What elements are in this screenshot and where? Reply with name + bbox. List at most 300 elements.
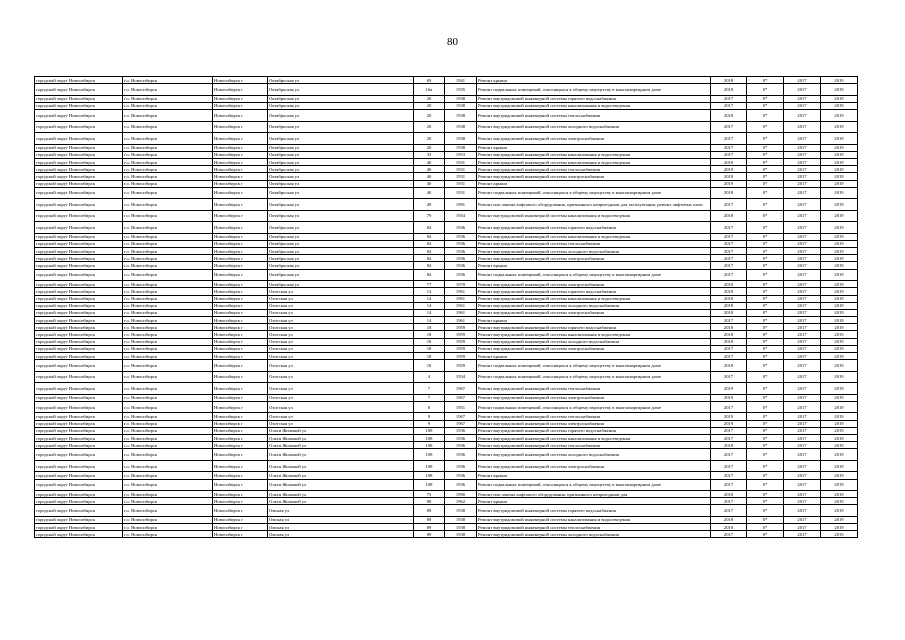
municipality-cell: городской округ Новосибирск xyxy=(35,394,123,401)
build-year-cell: 1991 xyxy=(445,199,477,211)
city-cell: Новосибирск г xyxy=(213,166,268,173)
cost-cell: 0* xyxy=(747,401,784,413)
street-cell: Охотская ул xyxy=(268,401,414,413)
city-cell: Новосибирск г xyxy=(213,360,268,372)
street-cell: Охотская ул xyxy=(268,353,414,360)
settlement-cell: г.о. Новосибирск xyxy=(123,133,213,145)
settlement-cell: г.о. Новосибирск xyxy=(123,353,213,360)
municipality-cell: городской округ Новосибирск xyxy=(35,434,123,441)
municipality-cell: городской округ Новосибирск xyxy=(35,516,123,523)
cost-cell: 0* xyxy=(747,531,784,538)
house-number-cell: 84 xyxy=(414,233,445,240)
period-end-cell: 2019 xyxy=(821,158,858,165)
house-number-cell: 4 xyxy=(414,371,445,383)
street-cell: Октябрьская ул xyxy=(268,121,414,133)
plan-year-cell: 2019 xyxy=(711,383,747,395)
work-type-cell: Ремонт крыши xyxy=(477,262,711,269)
city-cell: Новосибирск г xyxy=(213,210,268,222)
street-cell: Октябрьская ул xyxy=(268,222,414,234)
period-start-cell: 2017 xyxy=(784,331,821,338)
build-year-cell: 1931 xyxy=(445,158,477,165)
city-cell: Новосибирск г xyxy=(213,199,268,211)
table-row xyxy=(35,102,858,109)
plan-year-cell: 2017 xyxy=(711,460,747,472)
plan-year-cell: 2018 xyxy=(711,281,747,288)
table-row xyxy=(35,353,858,360)
period-start-cell: 2017 xyxy=(784,383,821,395)
plan-year-cell: 2017 xyxy=(711,262,747,269)
table-row xyxy=(35,401,858,413)
period-end-cell: 2019 xyxy=(821,102,858,109)
plan-year-cell: 2017 xyxy=(711,498,747,505)
settlement-cell: г.о. Новосибирск xyxy=(123,166,213,173)
cost-cell: 0* xyxy=(747,338,784,345)
street-cell: Октябрьская ул xyxy=(268,180,414,187)
work-type-cell: Ремонт подвальных помещений, относящихся к общему имуществу в многоквартирном доме xyxy=(477,371,711,383)
municipality-cell: городской округ Новосибирск xyxy=(35,449,123,461)
plan-year-cell: 2018 xyxy=(711,338,747,345)
cost-cell: 0* xyxy=(747,479,784,491)
house-number-cell: 89 xyxy=(414,516,445,523)
settlement-cell: г.о. Новосибирск xyxy=(123,434,213,441)
city-cell: Новосибирск г xyxy=(213,102,268,109)
table-row xyxy=(35,77,858,84)
street-cell: Октябрьская ул xyxy=(268,187,414,199)
house-number-cell: 9 xyxy=(414,420,445,427)
table-row xyxy=(35,498,858,505)
settlement-cell: г.о. Новосибирск xyxy=(123,84,213,96)
work-type-cell: Ремонт внутридомовой инженерной системы канализования и водоотведения xyxy=(477,331,711,338)
table-row xyxy=(35,516,858,523)
work-type-cell: Ремонт внутридомовой инженерной системы горячего водоснабжения xyxy=(477,427,711,434)
table-row xyxy=(35,524,858,531)
build-year-cell: 1938 xyxy=(445,505,477,517)
plan-year-cell: 2017 xyxy=(711,255,747,262)
table-row xyxy=(35,110,858,122)
table-row xyxy=(35,84,858,96)
settlement-cell: г.о. Новосибирск xyxy=(123,531,213,538)
table-row xyxy=(35,479,858,491)
work-type-cell: Ремонт внутридомовой инженерной системы теплоснабжения xyxy=(477,524,711,531)
settlement-cell: г.о. Новосибирск xyxy=(123,427,213,434)
period-end-cell: 2019 xyxy=(821,288,858,295)
capital-repair-table xyxy=(34,76,858,538)
street-cell: Ольги Жилиной ул xyxy=(268,434,414,441)
table-row xyxy=(35,331,858,338)
house-number-cell: 108 xyxy=(414,427,445,434)
house-number-cell: 73 xyxy=(414,491,445,498)
build-year-cell: 1936 xyxy=(445,460,477,472)
settlement-cell: г.о. Новосибирск xyxy=(123,269,213,281)
settlement-cell: г.о. Новосибирск xyxy=(123,360,213,372)
city-cell: Новосибирск г xyxy=(213,531,268,538)
plan-year-cell: 2017 xyxy=(711,353,747,360)
build-year-cell: 1934 xyxy=(445,210,477,222)
settlement-cell: г.о. Новосибирск xyxy=(123,255,213,262)
cost-cell: 0* xyxy=(747,295,784,302)
build-year-cell: 1938 xyxy=(445,102,477,109)
period-end-cell: 2019 xyxy=(821,151,858,158)
plan-year-cell: 2017 xyxy=(711,505,747,517)
plan-year-cell: 2017 xyxy=(711,472,747,479)
municipality-cell: городской округ Новосибирск xyxy=(35,472,123,479)
settlement-cell: г.о. Новосибирск xyxy=(123,491,213,498)
city-cell: Новосибирск г xyxy=(213,222,268,234)
period-end-cell: 2019 xyxy=(821,95,858,102)
municipality-cell: городской округ Новосибирск xyxy=(35,531,123,538)
municipality-cell: городской округ Новосибирск xyxy=(35,302,123,309)
work-type-cell: Ремонт крыши xyxy=(477,498,711,505)
city-cell: Новосибирск г xyxy=(213,331,268,338)
build-year-cell: 1931 xyxy=(445,180,477,187)
cost-cell: 0* xyxy=(747,472,784,479)
municipality-cell: городской округ Новосибирск xyxy=(35,173,123,180)
municipality-cell: городской округ Новосибирск xyxy=(35,187,123,199)
settlement-cell: г.о. Новосибирск xyxy=(123,338,213,345)
plan-year-cell: 2018 xyxy=(711,288,747,295)
street-cell: Охотская ул xyxy=(268,317,414,324)
work-type-cell: Ремонт подвальных помещений, относящихся к общему имуществу в многоквартирном доме xyxy=(477,187,711,199)
street-cell: Ольги Жилиной ул xyxy=(268,442,414,449)
work-type-cell: Ремонт внутридомовой инженерной системы канализования и водоотведения xyxy=(477,295,711,302)
house-number-cell: 20 xyxy=(414,133,445,145)
period-start-cell: 2017 xyxy=(784,210,821,222)
work-type-cell: Ремонт внутридомовой инженерной системы канализования и водоотведения xyxy=(477,516,711,523)
period-end-cell: 2019 xyxy=(821,331,858,338)
city-cell: Новосибирск г xyxy=(213,77,268,84)
period-start-cell: 2017 xyxy=(784,420,821,427)
period-start-cell: 2017 xyxy=(784,151,821,158)
city-cell: Новосибирск г xyxy=(213,255,268,262)
street-cell: Охотская ул xyxy=(268,338,414,345)
table-row xyxy=(35,262,858,269)
city-cell: Новосибирск г xyxy=(213,460,268,472)
work-type-cell: Ремонт подвальных помещений, относящихся к общему имуществу в многоквартирном доме xyxy=(477,269,711,281)
city-cell: Новосибирск г xyxy=(213,413,268,420)
municipality-cell: городской округ Новосибирск xyxy=(35,324,123,331)
house-number-cell: 40 xyxy=(414,158,445,165)
city-cell: Новосибирск г xyxy=(213,498,268,505)
plan-year-cell: 2017 xyxy=(711,151,747,158)
work-type-cell: Ремонт внутридомовой инженерной системы холодного водоснабжения xyxy=(477,302,711,309)
build-year-cell: 1931 xyxy=(445,166,477,173)
period-end-cell: 2019 xyxy=(821,353,858,360)
cost-cell: 0* xyxy=(747,77,784,84)
plan-year-cell: 2017 xyxy=(711,121,747,133)
cost-cell: 0* xyxy=(747,353,784,360)
period-start-cell: 2017 xyxy=(784,449,821,461)
city-cell: Новосибирск г xyxy=(213,524,268,531)
period-start-cell: 2017 xyxy=(784,516,821,523)
municipality-cell: городской округ Новосибирск xyxy=(35,151,123,158)
period-end-cell: 2019 xyxy=(821,233,858,240)
municipality-cell: городской округ Новосибирск xyxy=(35,371,123,383)
period-end-cell: 2019 xyxy=(821,110,858,122)
city-cell: Новосибирск г xyxy=(213,345,268,352)
cost-cell: 0* xyxy=(747,95,784,102)
street-cell: Октябрьская ул xyxy=(268,110,414,122)
period-end-cell: 2019 xyxy=(821,371,858,383)
city-cell: Новосибирск г xyxy=(213,371,268,383)
municipality-cell: городской округ Новосибирск xyxy=(35,331,123,338)
street-cell: Ольги Жилиной ул xyxy=(268,479,414,491)
period-end-cell: 2019 xyxy=(821,180,858,187)
city-cell: Новосибирск г xyxy=(213,95,268,102)
settlement-cell: г.о. Новосибирск xyxy=(123,324,213,331)
work-type-cell: Ремонт крыши xyxy=(477,144,711,151)
build-year-cell: 1941 xyxy=(445,77,477,84)
street-cell: Октябрьская ул xyxy=(268,248,414,255)
table-row xyxy=(35,222,858,234)
street-cell: Октябрьская ул xyxy=(268,255,414,262)
city-cell: Новосибирск г xyxy=(213,187,268,199)
municipality-cell: городской округ Новосибирск xyxy=(35,309,123,316)
work-type-cell: Ремонт крыши xyxy=(477,317,711,324)
house-number-cell: 14 xyxy=(414,302,445,309)
period-start-cell: 2017 xyxy=(784,345,821,352)
build-year-cell: 1938 xyxy=(445,524,477,531)
table-row xyxy=(35,210,858,222)
period-end-cell: 2019 xyxy=(821,345,858,352)
municipality-cell: городской округ Новосибирск xyxy=(35,505,123,517)
plan-year-cell: 2019 xyxy=(711,420,747,427)
street-cell: Охотская ул xyxy=(268,331,414,338)
table-row xyxy=(35,180,858,187)
city-cell: Новосибирск г xyxy=(213,173,268,180)
work-type-cell: Ремонт крыши xyxy=(477,180,711,187)
period-end-cell: 2019 xyxy=(821,309,858,316)
settlement-cell: г.о. Новосибирск xyxy=(123,180,213,187)
work-type-cell: Ремонт внутридомовой инженерной системы электроснабжения xyxy=(477,173,711,180)
table-row xyxy=(35,345,858,352)
work-type-cell: Ремонт внутридомовой инженерной системы теплоснабжения xyxy=(477,383,711,395)
table-row xyxy=(35,383,858,395)
table-row xyxy=(35,491,858,498)
cost-cell: 0* xyxy=(747,491,784,498)
period-start-cell: 2017 xyxy=(784,371,821,383)
build-year-cell: 1959 xyxy=(445,331,477,338)
period-end-cell: 2019 xyxy=(821,121,858,133)
period-start-cell: 2017 xyxy=(784,281,821,288)
cost-cell: 0* xyxy=(747,345,784,352)
municipality-cell: городской округ Новосибирск xyxy=(35,338,123,345)
work-type-cell: Ремонт внутридомовой инженерной системы канализования и водоотведения xyxy=(477,158,711,165)
build-year-cell: 1936 xyxy=(445,434,477,441)
period-end-cell: 2019 xyxy=(821,524,858,531)
city-cell: Новосибирск г xyxy=(213,317,268,324)
period-start-cell: 2017 xyxy=(784,353,821,360)
build-year-cell: 1970 xyxy=(445,281,477,288)
period-start-cell: 2017 xyxy=(784,288,821,295)
plan-year-cell: 2017 xyxy=(711,427,747,434)
work-type-cell: Ремонт внутридомовой инженерной системы горячего водоснабжения xyxy=(477,95,711,102)
plan-year-cell: 2018 xyxy=(711,187,747,199)
table-row xyxy=(35,505,858,517)
city-cell: Новосибирск г xyxy=(213,180,268,187)
period-end-cell: 2019 xyxy=(821,77,858,84)
city-cell: Новосибирск г xyxy=(213,401,268,413)
city-cell: Новосибирск г xyxy=(213,84,268,96)
settlement-cell: г.о. Новосибирск xyxy=(123,505,213,517)
house-number-cell: 40 xyxy=(414,180,445,187)
cost-cell: 0* xyxy=(747,199,784,211)
city-cell: Новосибирск г xyxy=(213,302,268,309)
municipality-cell: городской округ Новосибирск xyxy=(35,233,123,240)
settlement-cell: г.о. Новосибирск xyxy=(123,281,213,288)
period-start-cell: 2017 xyxy=(784,324,821,331)
settlement-cell: г.о. Новосибирск xyxy=(123,199,213,211)
plan-year-cell: 2017 xyxy=(711,199,747,211)
city-cell: Новосибирск г xyxy=(213,420,268,427)
period-end-cell: 2019 xyxy=(821,516,858,523)
settlement-cell: г.о. Новосибирск xyxy=(123,222,213,234)
municipality-cell: городской округ Новосибирск xyxy=(35,383,123,395)
street-cell: Охотская ул xyxy=(268,302,414,309)
work-type-cell: Ремонт внутридомовой инженерной системы горячего водоснабжения xyxy=(477,288,711,295)
build-year-cell: 1938 xyxy=(445,144,477,151)
house-number-cell: 18 xyxy=(414,360,445,372)
period-start-cell: 2017 xyxy=(784,317,821,324)
build-year-cell: 1951 xyxy=(445,401,477,413)
settlement-cell: г.о. Новосибирск xyxy=(123,401,213,413)
period-end-cell: 2019 xyxy=(821,498,858,505)
period-start-cell: 2017 xyxy=(784,434,821,441)
build-year-cell: 1936 xyxy=(445,427,477,434)
settlement-cell: г.о. Новосибирск xyxy=(123,524,213,531)
cost-cell: 0* xyxy=(747,255,784,262)
period-end-cell: 2019 xyxy=(821,394,858,401)
period-end-cell: 2019 xyxy=(821,173,858,180)
settlement-cell: г.о. Новосибирск xyxy=(123,317,213,324)
cost-cell: 0* xyxy=(747,187,784,199)
period-end-cell: 2019 xyxy=(821,262,858,269)
house-number-cell: 89 xyxy=(414,531,445,538)
house-number-cell: 20 xyxy=(414,110,445,122)
street-cell: Омская ул xyxy=(268,524,414,531)
street-cell: Октябрьская ул xyxy=(268,240,414,247)
build-year-cell: 1936 xyxy=(445,255,477,262)
table-row xyxy=(35,158,858,165)
period-end-cell: 2019 xyxy=(821,302,858,309)
build-year-cell: 1936 xyxy=(445,233,477,240)
cost-cell: 0* xyxy=(747,524,784,531)
city-cell: Новосибирск г xyxy=(213,281,268,288)
period-start-cell: 2017 xyxy=(784,394,821,401)
city-cell: Новосибирск г xyxy=(213,516,268,523)
table-body xyxy=(35,77,858,538)
cost-cell: 0* xyxy=(747,505,784,517)
period-start-cell: 2017 xyxy=(784,77,821,84)
work-type-cell: Ремонт крыши xyxy=(477,353,711,360)
settlement-cell: г.о. Новосибирск xyxy=(123,460,213,472)
period-start-cell: 2017 xyxy=(784,295,821,302)
house-number-cell: 33 xyxy=(414,151,445,158)
period-start-cell: 2017 xyxy=(784,166,821,173)
city-cell: Новосибирск г xyxy=(213,248,268,255)
table-row xyxy=(35,248,858,255)
municipality-cell: городской округ Новосибирск xyxy=(35,102,123,109)
period-start-cell: 2017 xyxy=(784,255,821,262)
period-end-cell: 2019 xyxy=(821,281,858,288)
house-number-cell: 14 xyxy=(414,317,445,324)
house-number-cell: 88 xyxy=(414,498,445,505)
work-type-cell: Ремонт или замена лифтового оборудования, признанного непригодным для xyxy=(477,491,711,498)
period-end-cell: 2019 xyxy=(821,442,858,449)
period-end-cell: 2019 xyxy=(821,531,858,538)
build-year-cell: 1967 xyxy=(445,394,477,401)
build-year-cell: 1935 xyxy=(445,84,477,96)
cost-cell: 0* xyxy=(747,288,784,295)
work-type-cell: Ремонт подвальных помещений, относящихся к общему имуществу в многоквартирном доме xyxy=(477,479,711,491)
table-row xyxy=(35,302,858,309)
cost-cell: 0* xyxy=(747,240,784,247)
build-year-cell: 1961 xyxy=(445,309,477,316)
street-cell: Охотская ул xyxy=(268,413,414,420)
period-end-cell: 2019 xyxy=(821,324,858,331)
build-year-cell: 1959 xyxy=(445,338,477,345)
period-start-cell: 2017 xyxy=(784,309,821,316)
build-year-cell: 1936 xyxy=(445,449,477,461)
period-start-cell: 2017 xyxy=(784,360,821,372)
city-cell: Новосибирск г xyxy=(213,151,268,158)
municipality-cell: городской округ Новосибирск xyxy=(35,255,123,262)
build-year-cell: 1959 xyxy=(445,353,477,360)
plan-year-cell: 2017 xyxy=(711,233,747,240)
street-cell: Охотская ул xyxy=(268,360,414,372)
work-type-cell: Ремонт внутридомовой инженерной системы канализования и водоотведения xyxy=(477,102,711,109)
period-end-cell: 2019 xyxy=(821,413,858,420)
plan-year-cell: 2018 xyxy=(711,210,747,222)
build-year-cell: 1967 xyxy=(445,420,477,427)
street-cell: Ольги Жилиной ул xyxy=(268,472,414,479)
cost-cell: 0* xyxy=(747,360,784,372)
period-end-cell: 2019 xyxy=(821,222,858,234)
settlement-cell: г.о. Новосибирск xyxy=(123,413,213,420)
municipality-cell: городской округ Новосибирск xyxy=(35,77,123,84)
period-end-cell: 2019 xyxy=(821,210,858,222)
period-start-cell: 2017 xyxy=(784,524,821,531)
street-cell: Ольги Жилиной ул xyxy=(268,491,414,498)
build-year-cell: 1961 xyxy=(445,288,477,295)
work-type-cell: Ремонт внутридомовой инженерной системы канализования и водоотведения xyxy=(477,434,711,441)
table-row xyxy=(35,288,858,295)
period-start-cell: 2017 xyxy=(784,413,821,420)
municipality-cell: городской округ Новосибирск xyxy=(35,222,123,234)
build-year-cell: 1959 xyxy=(445,360,477,372)
house-number-cell: 18 xyxy=(414,345,445,352)
street-cell: Охотская ул xyxy=(268,309,414,316)
work-type-cell: Ремонт внутридомовой инженерной системы электроснабжения xyxy=(477,255,711,262)
period-end-cell: 2019 xyxy=(821,420,858,427)
settlement-cell: г.о. Новосибирск xyxy=(123,95,213,102)
street-cell: Октябрьская ул xyxy=(268,173,414,180)
period-end-cell: 2019 xyxy=(821,248,858,255)
cost-cell: 0* xyxy=(747,166,784,173)
settlement-cell: г.о. Новосибирск xyxy=(123,144,213,151)
cost-cell: 0* xyxy=(747,427,784,434)
cost-cell: 0* xyxy=(747,180,784,187)
work-type-cell: Ремонт внутридомовой инженерной системы электроснабжения xyxy=(477,133,711,145)
plan-year-cell: 2017 xyxy=(711,317,747,324)
municipality-cell: городской округ Новосибирск xyxy=(35,460,123,472)
table-row xyxy=(35,420,858,427)
house-number-cell: 20 xyxy=(414,95,445,102)
period-end-cell: 2019 xyxy=(821,199,858,211)
city-cell: Новосибирск г xyxy=(213,309,268,316)
build-year-cell: 1936 xyxy=(445,240,477,247)
period-start-cell: 2017 xyxy=(784,95,821,102)
street-cell: Октябрьская ул xyxy=(268,151,414,158)
